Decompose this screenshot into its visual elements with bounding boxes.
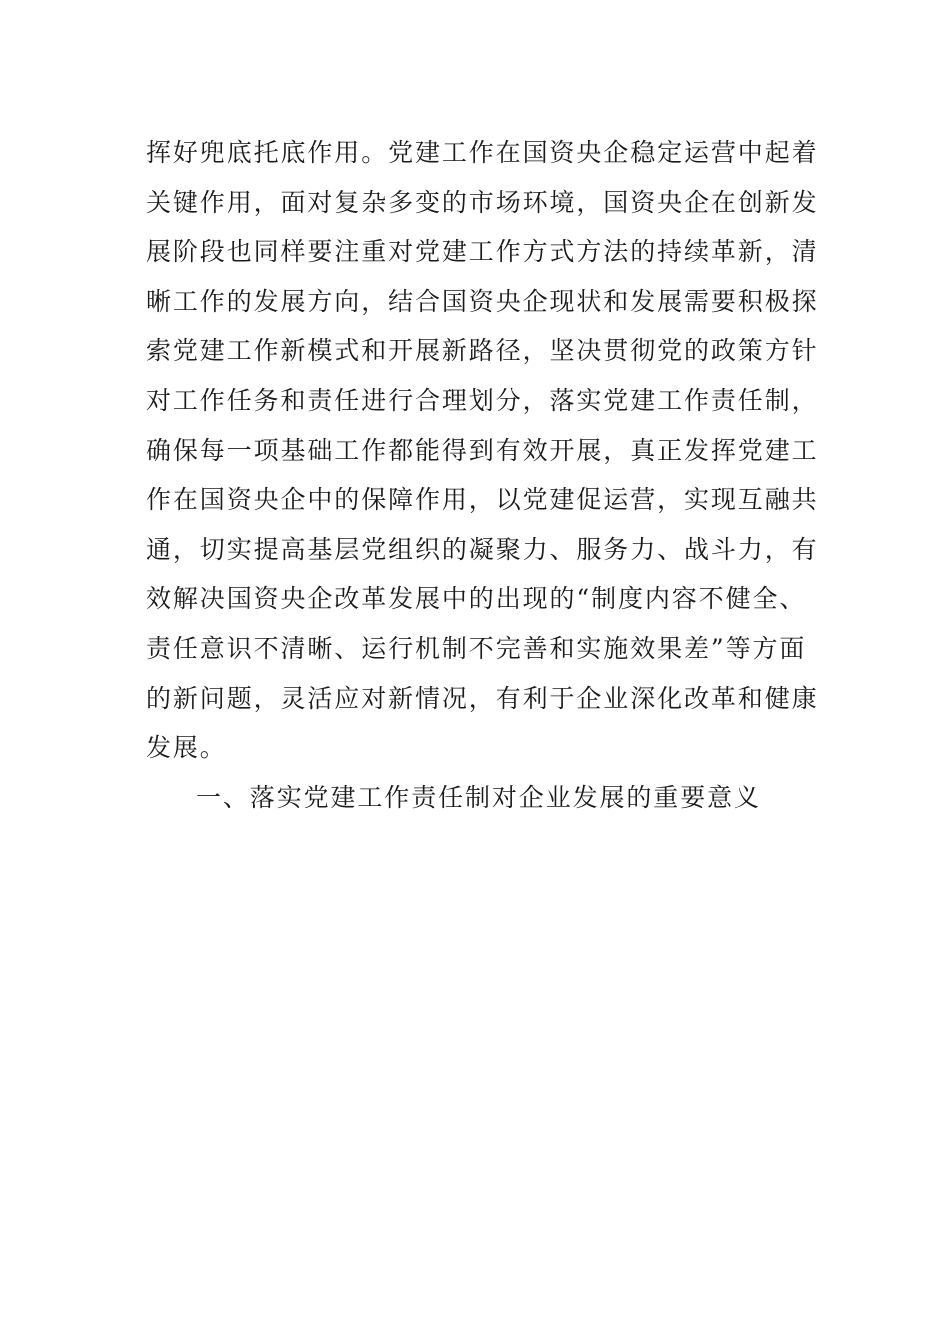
paragraph-line: 效解决国资央企改革发展中的出现的“制度内容不健全、 (146, 584, 807, 614)
paragraph-line: 关键作用，面对复杂多变的市场环境，国资央企在创新发 (146, 187, 819, 217)
paragraph-line: 的新问题，灵活应对新情况，有利于企业深化改革和健康 (146, 683, 819, 713)
paragraph-line: 作在国资央企中的保障作用，以党建促运营，实现互融共 (146, 485, 819, 515)
paragraph-line: 确保每一项基础工作都能得到有效开展，真正发挥党建工 (146, 435, 819, 465)
paragraph-line: 发展。 (146, 733, 227, 763)
body-text (146, 128, 819, 822)
paragraph-line: 挥好兜底托底作用。党建工作在国资央企稳定运营中起着 (146, 138, 819, 167)
paragraph-line: 晰工作的发展方向，结合国资央企现状和发展需要积极探 (146, 286, 819, 316)
paragraph-line: 展阶段也同样要注重对党建工作方式方法的持续革新，清 (146, 237, 819, 267)
paragraph-line: 责任意识不清晰、运行机制不完善和实施效果差”等方面 (146, 633, 807, 663)
paragraph-line: 索党建工作新模式和开展新路径，坚决贯彻党的政策方针 (146, 336, 819, 366)
paragraph-line: 通，切实提高基层党组织的凝聚力、服务力、战斗力，有 (146, 534, 819, 564)
paragraph-line: 对工作任务和责任进行合理划分，落实党建工作责任制， (146, 385, 819, 415)
section-heading: 一、落实党建工作责任制对企业发展的重要意义 (196, 782, 761, 812)
